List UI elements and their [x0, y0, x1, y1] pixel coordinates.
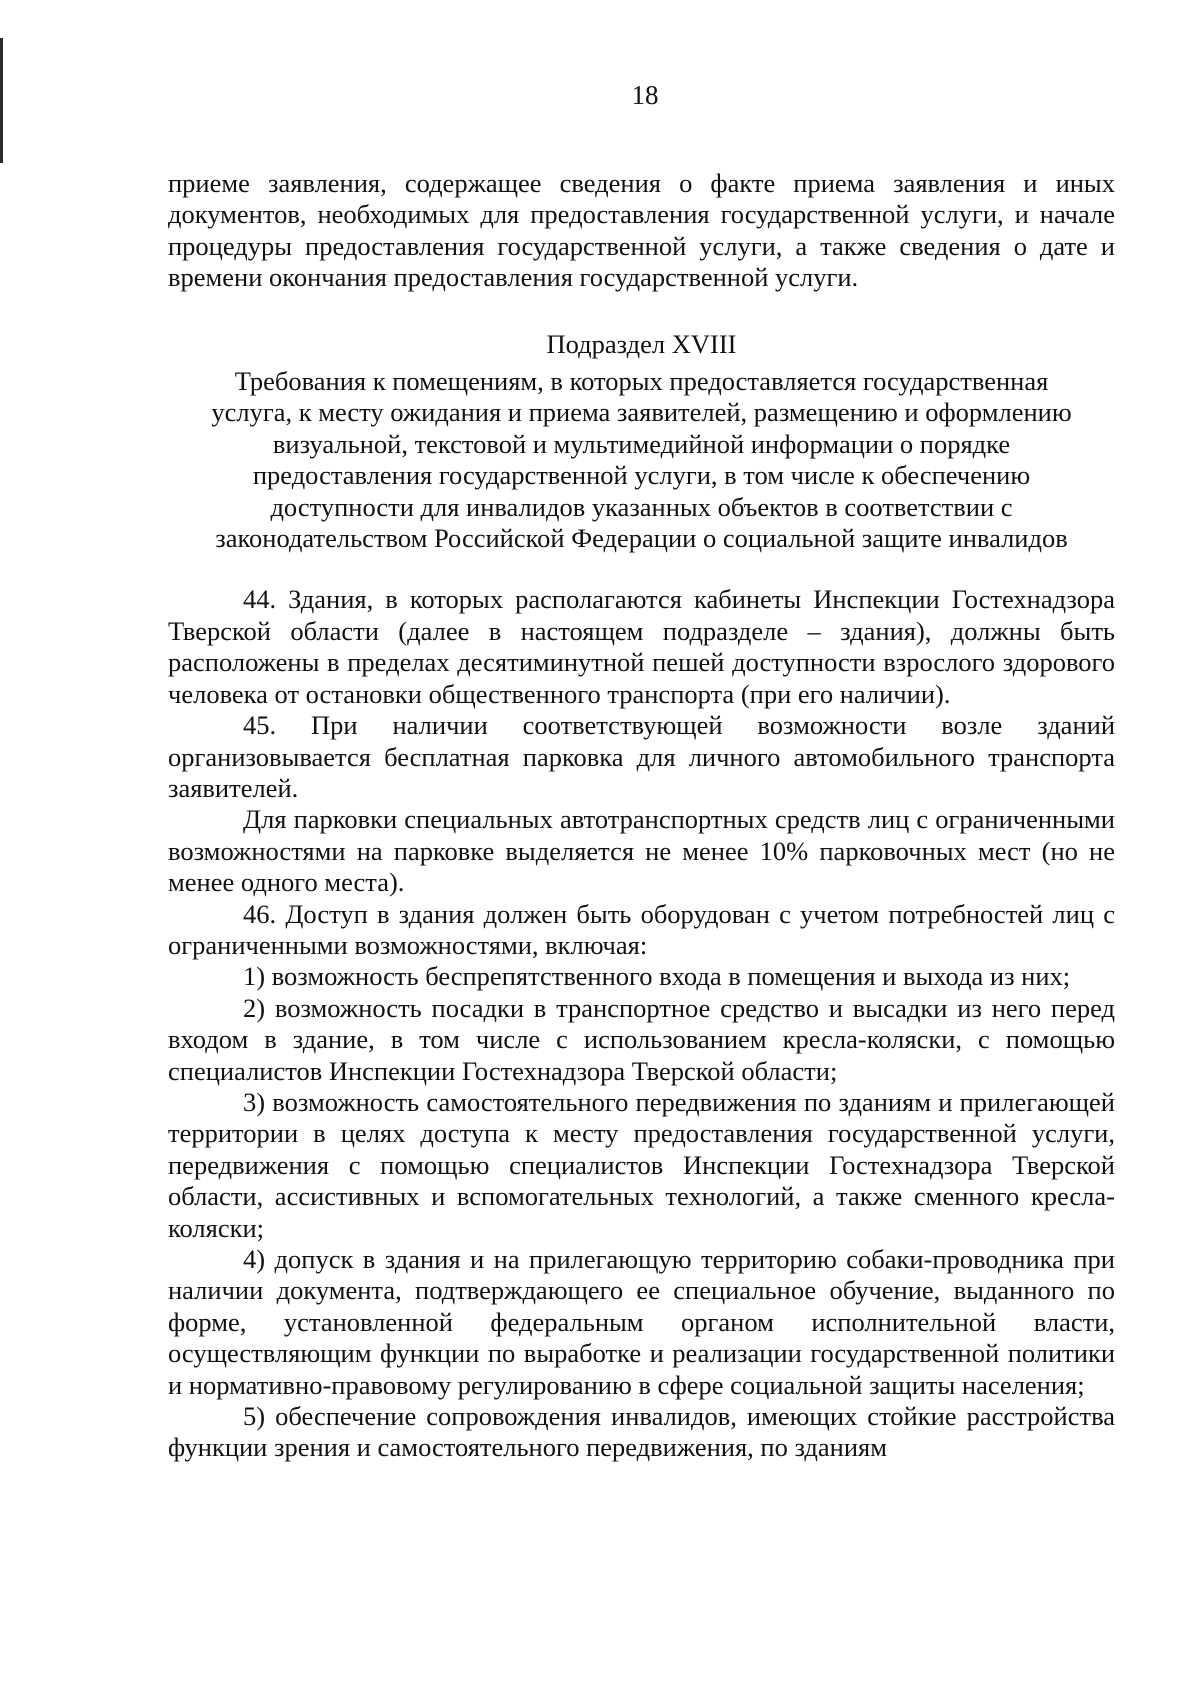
subsection-heading-line: предоставления государственной услуги, в том числе к обеспечению [252, 460, 1031, 491]
paragraph-46: 46. Доступ в здания должен быть оборудован с учетом потребностей лиц с ограниченными возможностями, включая: [168, 898, 1115, 960]
list-item-2: 2) возможность посадки в транспортное средство и высадки из него перед входом в здание, в том числе с использованием кресла-коляски, с помощью специалистов Инспекции Гостехнадзора Тверской области; [168, 992, 1115, 1086]
paragraph-parking: Для парковки специальных автотранспортных средств лиц с ограниченными возможностями на парковке выделяется не менее 10% парковочных мест (но не менее одного места). [168, 804, 1115, 898]
list-item-4: 4) допуск в здания и на прилегающую территорию собаки-проводника при наличии документа, подтверждающего ее специальное обучение, выданного по форме, установленной федеральным органом исполнительной власти, осуществляющим функции по выработке и реализации государственной политики и нормативно-правовому регулированию в сфере социальной защиты населения; [168, 1244, 1115, 1400]
paragraph-44: 44. Здания, в которых располагаются кабинеты Инспекции Гостехнадзора Тверской области (далее в настоящем подразделе – здания), должны быть расположены в пределах десятиминутной пешей доступности взрослого здорового человека от остановки общественного транспорта (при его наличии). [168, 584, 1115, 709]
subsection-title: Подраздел XVIII [546, 328, 737, 359]
list-item-3: 3) возможность самостоятельного передвижения по зданиям и прилегающей территории в целях доступа к месту предоставления государственной услуги, передвижения с помощью специалистов Инспекции Гостехнадзора Тверской области, ассистивных и вспомогательных технологий, а также сменного кресла-коляски; [168, 1086, 1115, 1243]
subsection-heading [168, 329, 1115, 555]
document-body [168, 168, 1115, 1464]
page-number: 18 [631, 80, 659, 110]
lead-paragraph: приеме заявления, содержащее сведения о факте приема заявления и иных документов, необходимых для предоставления государственной услуги, и начале процедуры предоставления государственной услуги, а также сведения о дате и времени окончания предоставления государственной услуги. [168, 168, 1115, 293]
subsection-heading-line: доступности для инвалидов указанных объектов в соответствии с [270, 491, 1013, 522]
subsection-heading-line: услуга, к месту ожидания и приема заявителей, размещению и оформлению [211, 397, 1072, 428]
list-item-5: 5) обеспечение сопровождения инвалидов, имеющих стойкие расстройства функции зрения и самостоятельного передвижения, по зданиям [168, 1401, 1115, 1463]
subsection-heading-line: Требования к помещениям, в которых предоставляется государственная [234, 366, 1049, 397]
subsection-heading-line: визуальной, текстовой и мультимедийной информации о порядке [272, 428, 1011, 459]
paragraph-45: 45. При наличии соответствующей возможности возле зданий организовывается бесплатная парковка для личного автомобильного транспорта заявителей. [168, 710, 1115, 803]
subsection-heading-line: законодательством Российской Федерации о социальной защите инвалидов [215, 523, 1068, 554]
list-item-1: 1) возможность беспрепятственного входа в помещения и выхода из них; [243, 961, 1071, 992]
